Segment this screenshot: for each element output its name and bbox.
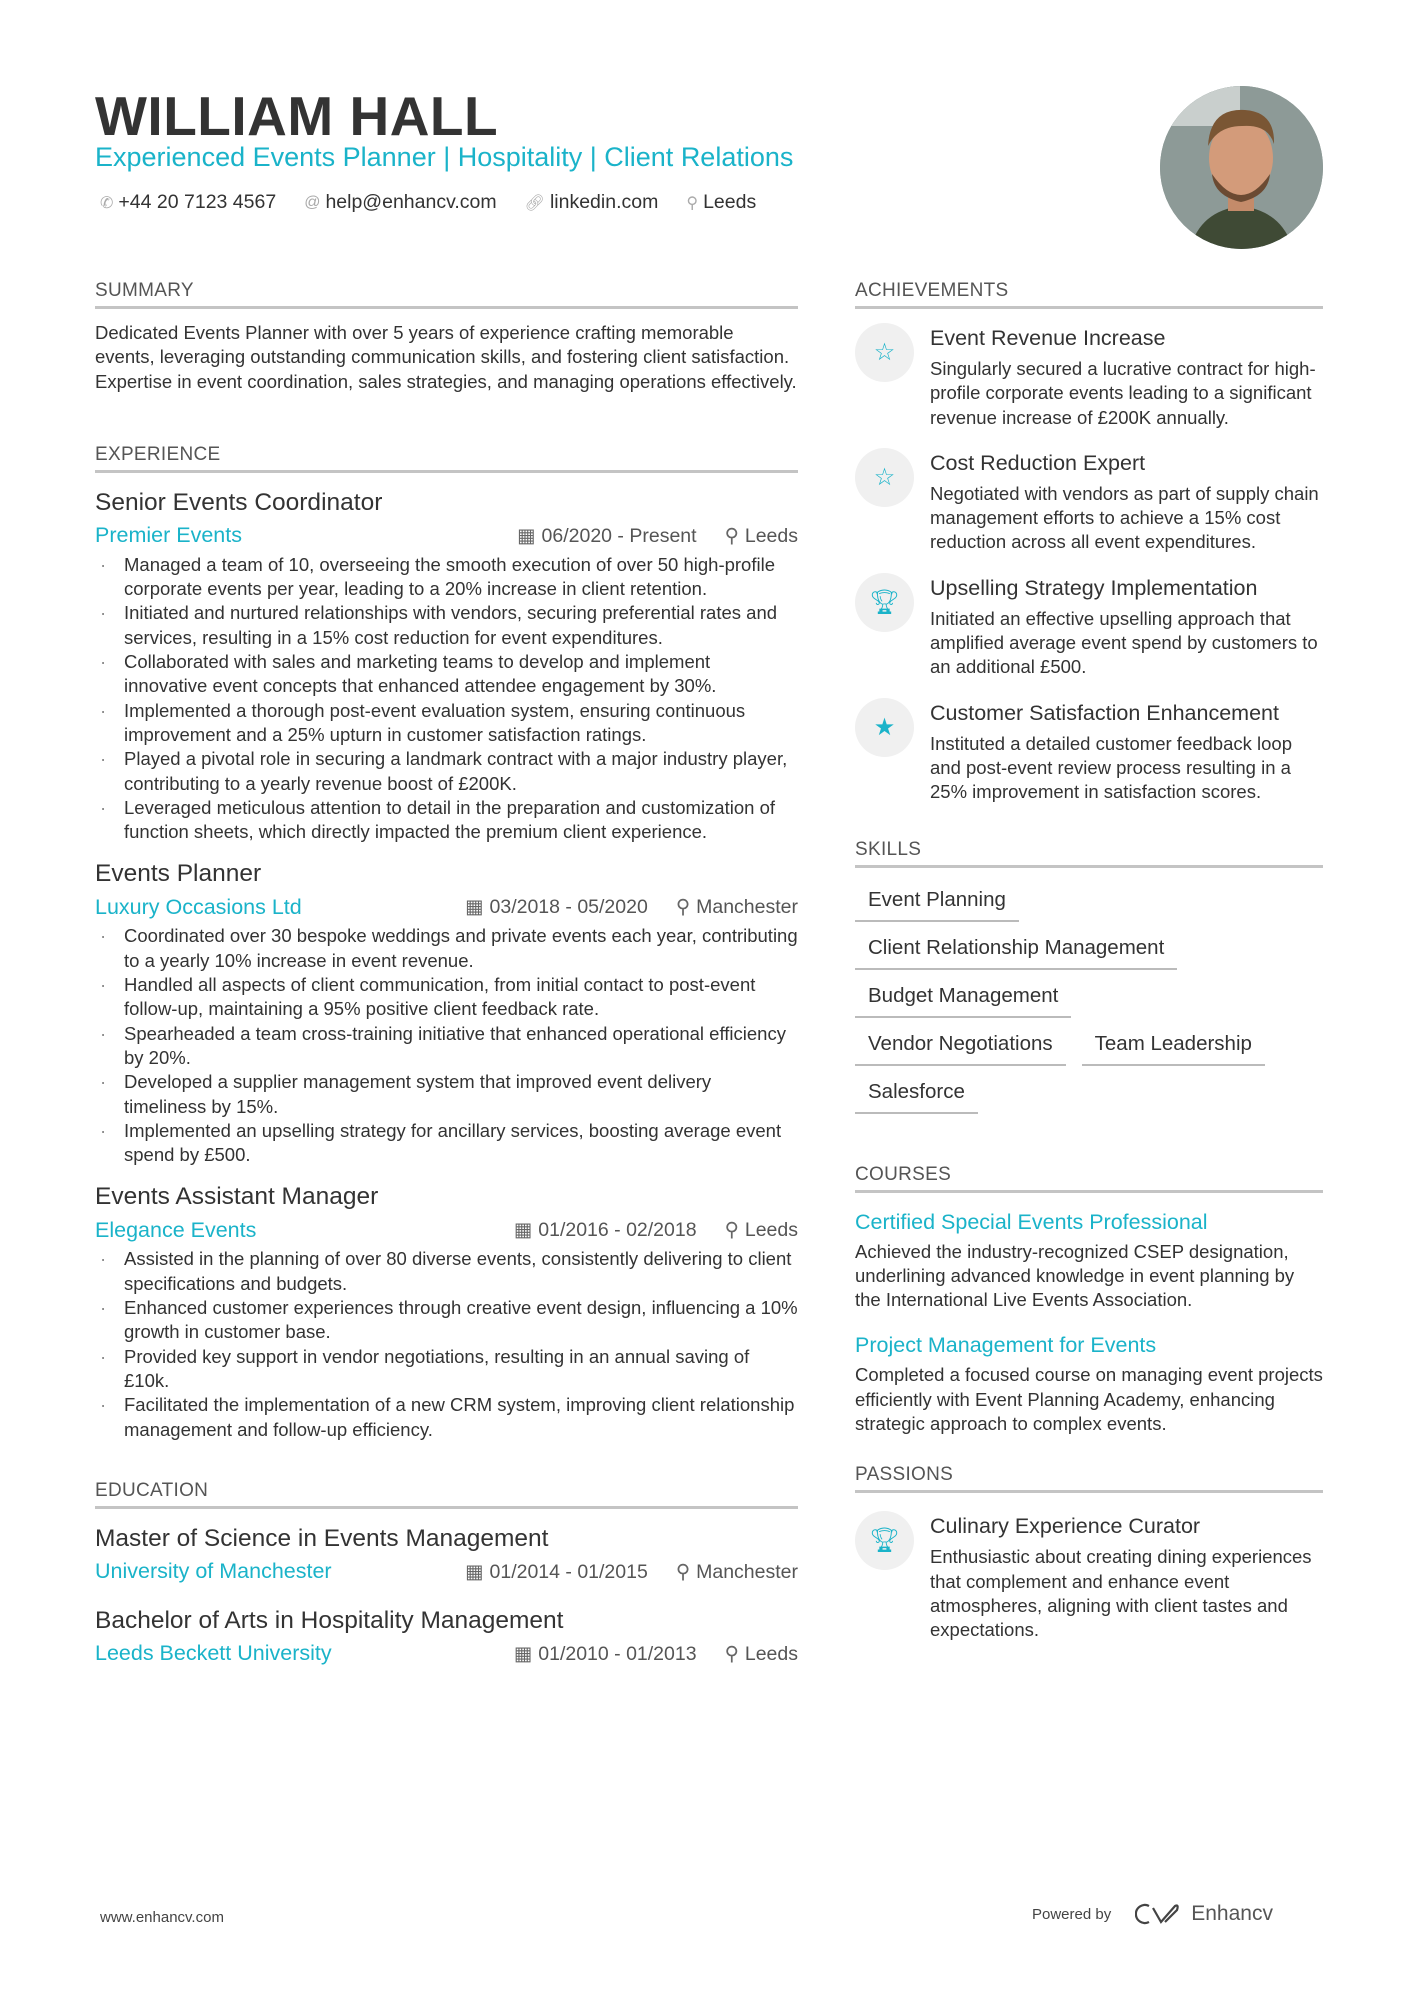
location [725,524,798,548]
bullet-item: · Facilitated the implementation of a new CRM system, improving client relationship management and follow-up efficiency. [95,1393,798,1442]
skill-tag: Budget Management [855,978,1071,1018]
date-range [514,1218,697,1242]
achievement-item [855,448,1323,555]
date-text: 03/2018 - 05/2020 [489,896,648,919]
location-pin-icon: ⚲ [724,1642,739,1665]
achievement-item [855,323,1323,430]
bullet-item: · Initiated and nurtured relationships with vendors, securing preferential rates and services, resulting in a 15% cost reduction for event expenditures. [95,601,798,650]
bullet-item: · Assisted in the planning of over 80 diverse events, consistently delivering to client specifications and budgets. [95,1247,798,1296]
course-title[interactable]: Project Management for Events [855,1333,1157,1358]
course-text: Completed a focused course on managing event projects efficiently with Event Planning Academy, enhancing strategic approach to complex events. [855,1364,1323,1435]
school-name[interactable]: Leeds Beckett University [95,1641,332,1666]
right-column [855,280,1323,1661]
passion-item [855,1511,1323,1642]
enhancv-logo [1135,1902,1273,1926]
powered-by-label: Powered by [1032,1905,1112,1923]
at-icon: @ [304,193,321,211]
location [725,1642,798,1666]
summary-section [95,280,798,394]
footer-url[interactable]: www.enhancv.com [100,1909,224,1926]
job-title: Events Assistant Manager [95,1183,379,1211]
job-entry [95,1181,798,1441]
bullet-item: · Collaborated with sales and marketing teams to develop and implement innovative event concepts that enhanced attendee engagement by 30%. [95,650,798,699]
bullet-item: · Leveraged meticulous attention to detail in the preparation and customization of function sheets, which directly impacted the premium client experience. [95,796,798,845]
skill-tag: Vendor Negotiations [855,1026,1066,1066]
education-meta-row [95,1555,798,1589]
company-name[interactable]: Luxury Occasions Ltd [95,894,302,919]
job-entry [95,487,798,845]
calendar-icon: ▦ [465,896,484,919]
education-meta-row [95,1637,798,1671]
achievements-section [855,280,1323,805]
bullet-item: · Spearheaded a team cross-training initiative that enhanced operational efficiency by 20%. [95,1022,798,1071]
skill-tag: Client Relationship Management [855,930,1177,970]
section-heading: SKILLS [855,839,1323,868]
degree: Master of Science in Events Management [95,1524,549,1552]
contact-item[interactable] [525,191,659,214]
date-range [517,524,696,548]
star-filled-icon: ★ [855,698,914,757]
bullet-list [95,924,798,1167]
footer-branding [1032,1902,1273,1926]
education-entry [95,1523,798,1589]
experience-section [95,444,798,1442]
contact-text: linkedin.com [549,191,659,213]
section-heading: COURSES [855,1164,1323,1193]
date-text: 01/2016 - 02/2018 [538,1219,697,1242]
education-section [95,1480,798,1671]
passion-text: Enthusiastic about creating dining experiences that complement and enhance event atmospheres, aligning with client tastes and expectations. [930,1546,1312,1641]
contact-text: Leeds [703,191,757,213]
job-meta-row [95,1213,798,1247]
job-meta-info [514,1218,798,1242]
achievement-body [930,323,1323,430]
contact-item[interactable] [100,191,276,214]
degree: Bachelor of Arts in Hospitality Management [95,1606,564,1634]
job-meta-info [514,1642,798,1666]
achievement-title: Customer Satisfaction Enhancement [930,700,1279,725]
location-text: Leeds [744,1642,798,1665]
company-name[interactable]: Elegance Events [95,1217,257,1242]
left-column [95,280,798,1687]
date-range [514,1642,697,1666]
profile-photo [1160,86,1323,249]
section-heading: SUMMARY [95,280,798,309]
achievement-title: Event Revenue Increase [930,326,1166,350]
achievement-text: Initiated an effective upselling approach that amplified average event spend by customers to an additional £500. [930,607,1318,678]
contact-text: help@enhancv.com [325,191,497,213]
calendar-icon: ▦ [517,524,536,547]
location-icon: ⚲ [686,194,699,212]
bullet-item: · Developed a supplier management system that improved event delivery timeliness by 15%. [95,1070,798,1119]
bullet-item: · Enhanced customer experiences through creative event design, influencing a 10% growth in customer base. [95,1296,798,1345]
calendar-icon: ▦ [513,1219,533,1242]
date-text: 06/2020 - Present [541,524,697,547]
achievement-item [855,573,1323,680]
passion-title: Culinary Experience Curator [930,1514,1201,1539]
trophy-icon: 🏆︎ [855,1511,914,1570]
skill-tag: Salesforce [855,1074,978,1114]
achievement-text: Instituted a detailed customer feedback loop and post-event review process resulting in a 25% improvement in satisfaction scores. [930,732,1293,803]
job-meta-row [95,890,798,924]
achievement-body [930,573,1323,680]
bullet-item: · Coordinated over 30 bespoke weddings and private events each year, contributing to a yearly 10% increase in event revenue. [95,924,798,973]
enhancv-logo-icon [1135,1902,1181,1926]
location-text: Manchester [696,896,798,919]
skill-tag: Team Leadership [1082,1026,1265,1066]
bullet-item: · Played a pivotal role in securing a landmark contract with a major industry player, contributing to a yearly revenue boost of £200K. [95,747,798,796]
location-pin-icon: ⚲ [724,524,739,547]
link-icon: 🔗︎ [524,194,545,212]
job-meta-info [465,1560,798,1584]
achievement-text: Negotiated with vendors as part of supply chain management efforts to achieve a 15% cost reduction across all event expenditures. [930,482,1319,553]
location-pin-icon: ⚲ [675,896,691,919]
job-meta-row [95,519,798,553]
trophy-icon: 🏆︎ [855,573,914,632]
headline: Experienced Events Planner | Hospitality | Client Relations [95,142,794,172]
job-meta-info [517,524,798,548]
job-meta-info [465,895,798,919]
phone-icon: ✆ [100,194,114,212]
course-text: Achieved the industry-recognized CSEP designation, underlining advanced knowledge in event planning by the International Live Events Association. [855,1240,1295,1311]
bullet-item: · Handled all aspects of client communication, from initial contact to post-event follow-up, maintaining a 95% positive client feedback rate. [95,973,798,1022]
course-title[interactable]: Certified Special Events Professional [855,1209,1208,1234]
location-text: Leeds [744,1219,798,1242]
section-heading: PASSIONS [855,1464,1323,1493]
contact-item[interactable] [686,191,756,214]
achievement-text: Singularly secured a lucrative contract for high-profile corporate events leading to a significant revenue increase of £200K annually. [930,358,1316,428]
achievement-body [930,698,1323,805]
date-range [465,895,648,919]
section-heading: EXPERIENCE [95,444,798,473]
courses-section [855,1164,1323,1437]
course-item [855,1207,1323,1313]
section-heading: ACHIEVEMENTS [855,280,1323,309]
passions-section [855,1464,1323,1642]
location [725,1218,798,1242]
location [676,1560,798,1584]
location-pin-icon: ⚲ [724,1219,739,1242]
bullet-item: · Implemented an upselling strategy for ancillary services, boosting average event spend by £500. [95,1119,798,1168]
achievement-title: Upselling Strategy Implementation [930,575,1258,600]
achievement-title: Cost Reduction Expert [930,450,1146,475]
contact-list [100,191,756,214]
passion-body [930,1511,1323,1642]
brand-name: Enhancv [1191,1902,1273,1925]
education-entry [95,1605,798,1671]
skills-section [855,839,1323,1122]
achievement-item [855,698,1323,805]
location-pin-icon: ⚲ [675,1560,691,1583]
location-text: Leeds [744,524,798,547]
location-text: Manchester [696,1560,798,1583]
location [676,895,798,919]
company-name[interactable]: Premier Events [95,523,242,548]
star-outline-icon: ☆ [855,323,914,382]
calendar-icon: ▦ [465,1560,484,1583]
bullet-item: · Implemented a thorough post-event evaluation system, ensuring continuous improvement and a 25% upturn in customer satisfaction ratings. [95,699,798,748]
achievement-body [930,448,1323,555]
calendar-icon: ▦ [513,1642,533,1665]
bullet-item: · Managed a team of 10, overseeing the smooth execution of over 50 high-profile corporate events per year, leading to a 20% increase in client retention. [95,553,798,602]
section-heading: EDUCATION [95,1480,798,1509]
bullet-list [95,553,798,845]
school-name[interactable]: University of Manchester [95,1559,332,1584]
job-entry [95,858,798,1167]
skill-tag: Event Planning [855,882,1019,922]
contact-item[interactable] [304,191,496,214]
job-title: Senior Events Coordinator [95,488,383,516]
job-title: Events Planner [95,860,262,888]
course-item [855,1330,1323,1436]
date-text: 01/2010 - 01/2013 [538,1642,697,1665]
contact-text: +44 20 7123 4567 [118,191,277,213]
bullet-list [95,1247,798,1441]
bullet-item: · Provided key support in vendor negotiations, resulting in an annual saving of £10k. [95,1345,798,1394]
summary-text: Dedicated Events Planner with over 5 years of experience crafting memorable events, leveraging outstanding communication skills, and fostering client satisfaction. Expertise in event coordination, sales strategies, and managing operations effectively. [95,322,797,392]
star-outline-icon: ☆ [855,448,914,507]
date-text: 01/2014 - 01/2015 [489,1560,648,1583]
candidate-name: WILLIAM HALL [95,85,499,147]
date-range [465,1560,648,1584]
